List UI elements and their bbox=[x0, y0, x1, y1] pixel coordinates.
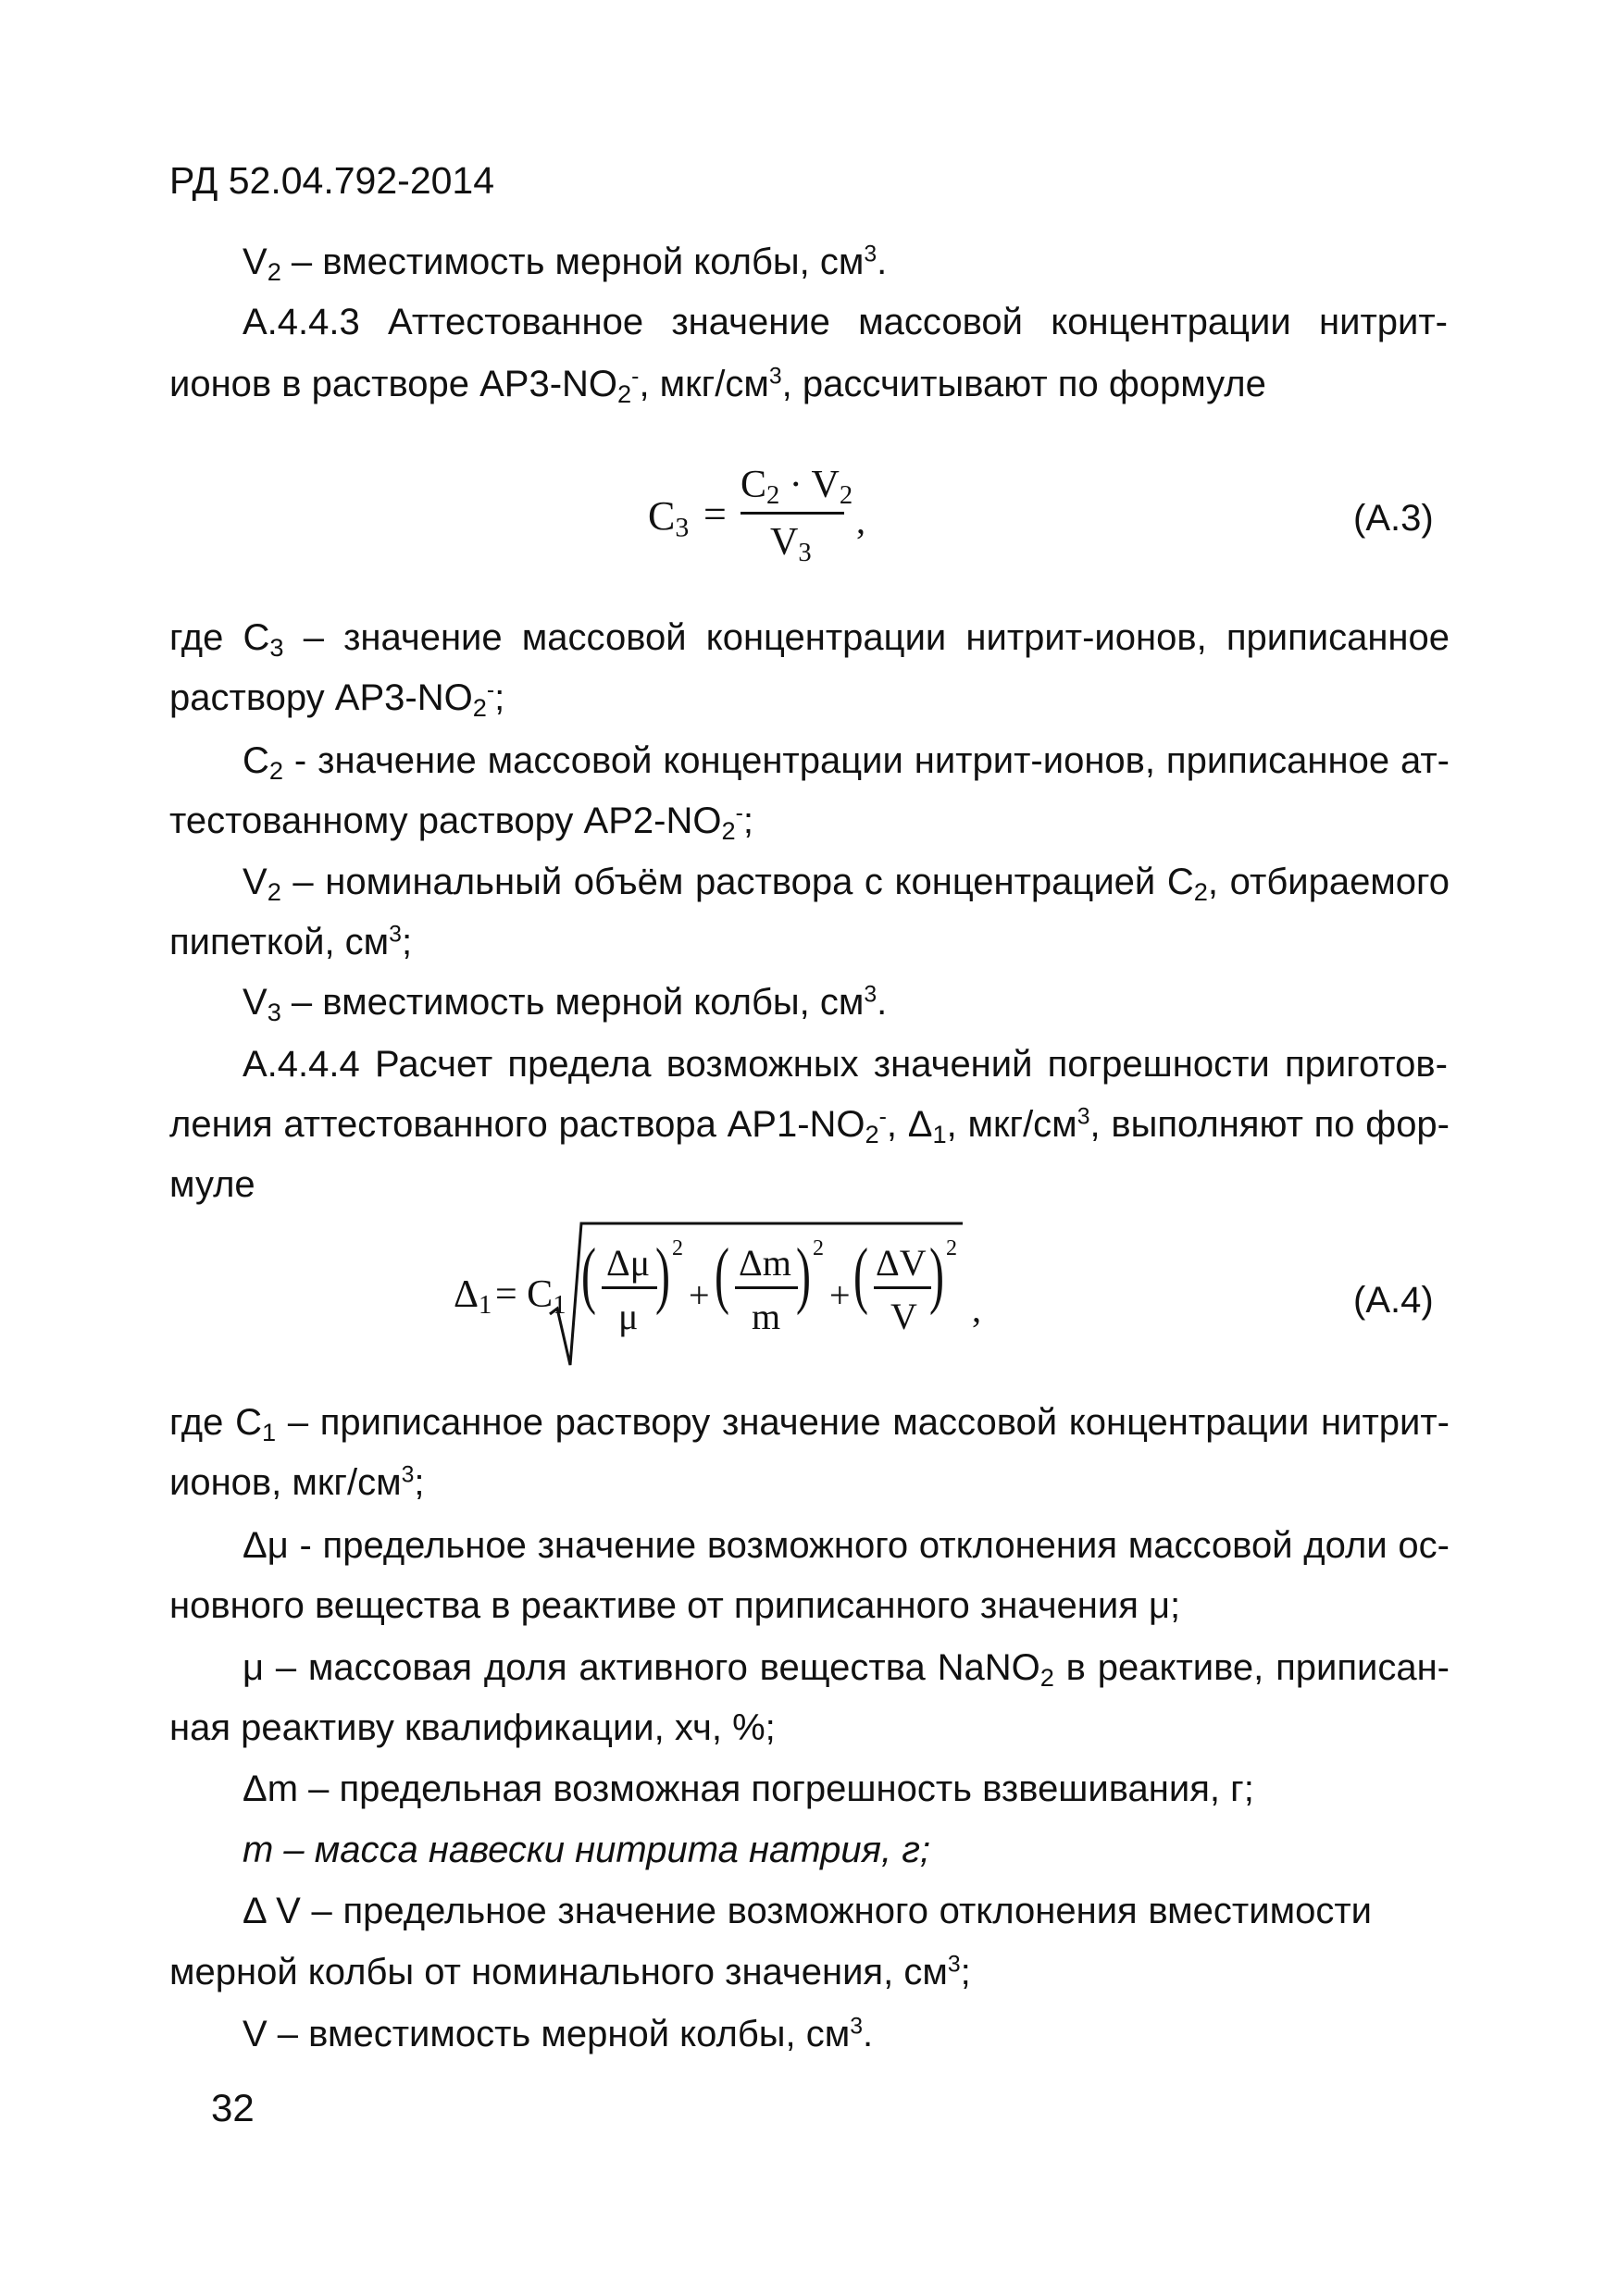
paragraph-dmu-line1: Δμ - предельное значение возможного отклонения массовой доли ос- bbox=[243, 1525, 1450, 1566]
paragraph-dv-line1: Δ V – предельное значение возможного отклонения вместимости bbox=[243, 1891, 1372, 1931]
paragraph-c2-line1: $С_2$ - значение массовой концентрации нитрит-ионов, приписанное ат- bbox=[243, 740, 1450, 785]
paragraph-v3: $V_3$ – вместимость мерной колбы, $см^3$. bbox=[243, 982, 888, 1026]
paragraph-a444-line2: ления аттестованного раствора $АР1-NO_2^-$, $\Delta_1$, мкг/$см^3$, выполняют по фор- bbox=[169, 1104, 1450, 1148]
paragraph-a444-line3: муле bbox=[169, 1164, 255, 1205]
paragraph-dv-line2: мерной колбы от номинального значения, $см^3$; bbox=[169, 1952, 971, 1992]
paragraph-v2-line2: пипеткой, $см^3$; bbox=[169, 922, 413, 962]
paragraph-v2-line1: $V_2$ – номинальный объём раствора с концентрацией $С_2$, отбираемого bbox=[243, 862, 1450, 906]
equation-label-a4: (А.4) bbox=[1353, 1280, 1434, 1321]
paragraph-a444-line1: А.4.4.4 Расчет предела возможных значений погрешности приготов- bbox=[243, 1044, 1448, 1085]
paragraph-where-c1-line2: ионов, мкг/$см^3$; bbox=[169, 1462, 425, 1503]
paragraph-v: V – вместимость мерной колбы, $см^3$. bbox=[243, 2014, 874, 2054]
document-code: РД 52.04.792-2014 bbox=[169, 159, 495, 202]
paragraph-mu-line1: μ – массовая доля активного вещества NaNO$_2$ в реактиве, приписан- bbox=[243, 1647, 1450, 1692]
paragraph-mu-line2: ная реактиву квалификации, хч, %; bbox=[169, 1707, 776, 1748]
paragraph-where-c1-line1: где $С_1$ – приписанное раствору значение массовой концентрации нитрит- bbox=[169, 1402, 1450, 1446]
paragraph-v2-volume: $V_2$ – вместимость мерной колбы, $см^3$. bbox=[243, 242, 888, 286]
paragraph-where-c3-line1: где $С_3$ – значение массовой концентрации нитрит-ионов, приписанное bbox=[169, 617, 1450, 662]
paragraph-where-c3-line2: раствору $АР3-NO_2^-$; bbox=[169, 677, 505, 722]
paragraph-a443-line1: А.4.4.3 Аттестованное значение массовой концентрации нитрит- bbox=[243, 302, 1448, 342]
page-number: 32 bbox=[211, 2086, 255, 2129]
equation-label-a3: (А.3) bbox=[1353, 498, 1434, 539]
paragraph-dm: Δm – предельная возможная погрешность взвешивания, г; bbox=[243, 1769, 1254, 1809]
paragraph-a443-line2: ионов в растворе $АР3-NO_2^-$, мкг/$см^3$, рассчитывают по формуле bbox=[169, 364, 1266, 408]
paragraph-m: m – масса навески нитрита натрия, г; bbox=[243, 1830, 931, 1870]
paragraph-dmu-line2: новного вещества в реактиве от приписанного значения μ; bbox=[169, 1585, 1181, 1626]
document-page: РД 52.04.792-2014 $V_2$ – вместимость мерной колбы, $см^3$. А.4.4.3 Аттестованное значение массовой концентрации нитрит- ионов в растворе $АР3-NO_2^-$, мкг/$см^3$, рассчитывают по формуле $C_3$ = $C_2 \cdot V_2$ $V_3$ , (А.3) где $С_3$ – значение массовой концентрации нитрит-ионов, приписанное раствору $АР3-NO_2^-$; $С_2$ - значение массовой концентрации нитрит-ионов, приписанное ат- тестованному раствору $АР2-NO_2^-$; $V_2$ – номинальный объём раствора с концентрацией $С_2$, отбираемого пипеткой, $см^3$; $V_3$ – вместимость мерной колбы, $см^3$. А.4.4.4 Расчет предела возможных значений погрешности приготов- ления аттестованного раствора $АР1-NO_2^-$, $\Delta_1$, мкг/$см^3$, выполняют по фор- муле $\Delta_1$ = $C_1$ ( Δμ μ ) 2 + ( Δm m ) 2 + ( ΔV V ) 2 , (А.4) где $С_1$ – приписанное раствору значение массовой концентрации нитрит- ионов, мкг/$см^3$; Δμ - предельное значение возможного отклонения массовой доли ос- новного вещества в реактиве от приписанного значения μ; μ – массовая доля активного вещества NaNO$_2$ в реактиве, приписан- ная реактиву квалификации, хч, %; Δm – предельная возможная погрешность взвешивания, г; m – масса навески нитрита натрия, г; Δ V – предельное значение возможного отклонения вместимости мерной колбы от номинального значения, $см^3$; V – вместимость мерной колбы, $см^3$. 32 bbox=[0, 0, 1618, 2296]
paragraph-c2-line2: тестованному раствору $АР2-NO_2^-$; bbox=[169, 800, 753, 845]
